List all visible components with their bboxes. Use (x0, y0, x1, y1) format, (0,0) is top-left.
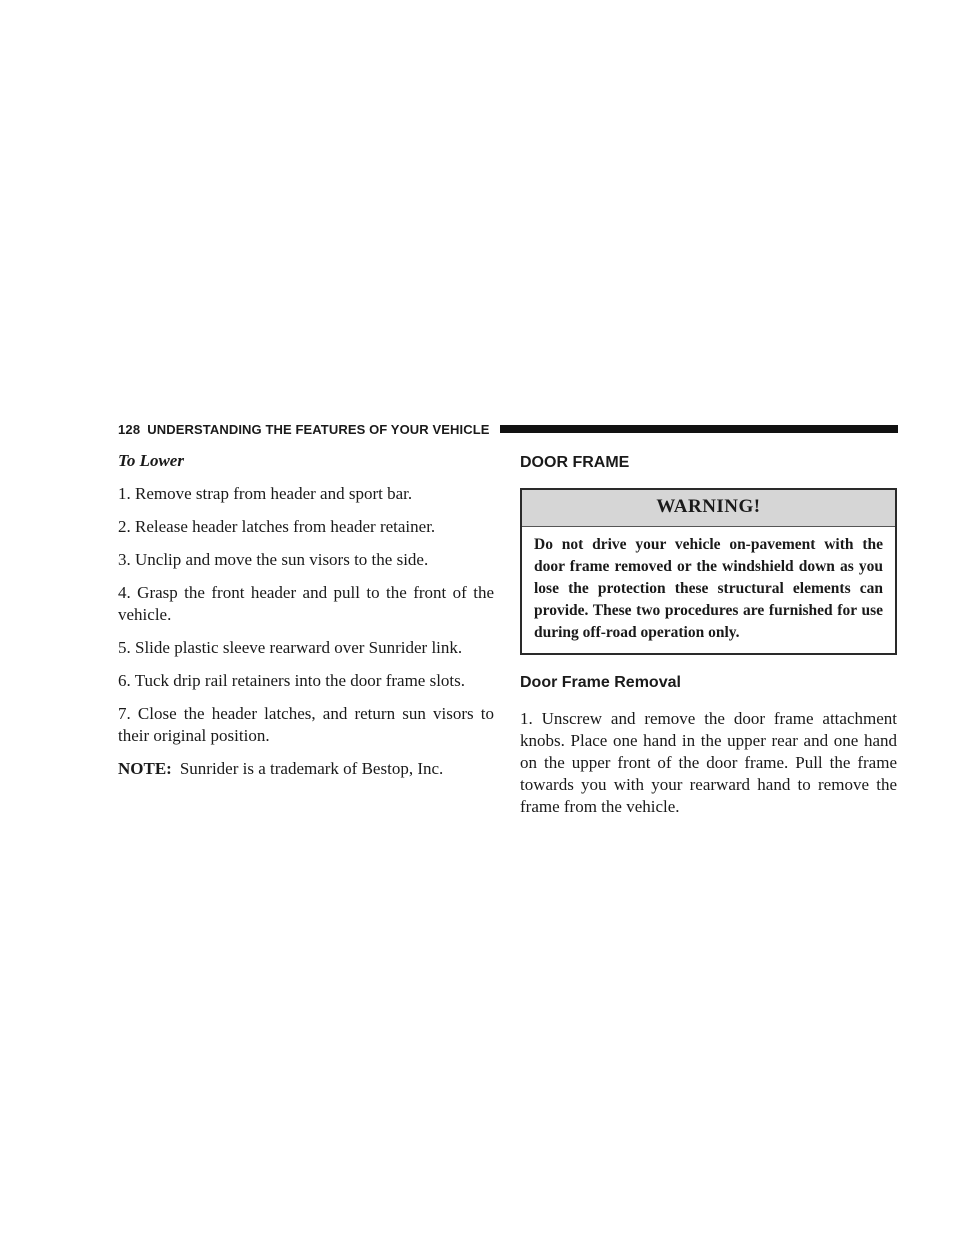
removal-step-1: 1. Unscrew and remove the door frame attachment knobs. Place one hand in the upper rear and one hand on the upper front of the door frame. Pull the frame towards you with your rearward hand to remove the frame from the vehicle. (520, 709, 897, 816)
warning-box (520, 488, 897, 655)
warning-text: Do not drive your vehicle on-pavement with the door frame removed or the windshield down as you lose the protection these structural elements can provide. These two procedures are furnished for use during off-road operation only. (534, 536, 883, 641)
to-lower-heading: To Lower (118, 451, 184, 470)
note-text: Sunrider is a trademark of Bestop, Inc. (179, 759, 444, 778)
step-1: 1. Remove strap from header and sport bar. (118, 484, 413, 503)
left-column (118, 450, 494, 791)
section-title: UNDERSTANDING THE FEATURES OF YOUR VEHICLE (147, 421, 490, 437)
step-4: 4. Grasp the front header and pull to the front of the vehicle. (118, 583, 494, 624)
note-label: NOTE: (118, 759, 172, 778)
step-3: 3. Unclip and move the sun visors to the side. (118, 550, 429, 569)
header-rule (500, 425, 898, 433)
step-6: 6. Tuck drip rail retainers into the door frame slots. (118, 671, 466, 690)
note (118, 758, 494, 780)
step-2: 2. Release header latches from header retainer. (118, 517, 436, 536)
warning-title: WARNING! (522, 490, 895, 527)
step-7: 7. Close the header latches, and return sun visors to their original position. (118, 704, 494, 745)
page-number: 128 (118, 421, 141, 437)
page-header (118, 420, 898, 438)
door-frame-heading: DOOR FRAME (520, 454, 630, 471)
door-frame-removal-heading: Door Frame Removal (520, 674, 681, 691)
step-5: 5. Slide plastic sleeve rearward over Sunrider link. (118, 638, 463, 657)
right-column (520, 450, 897, 829)
